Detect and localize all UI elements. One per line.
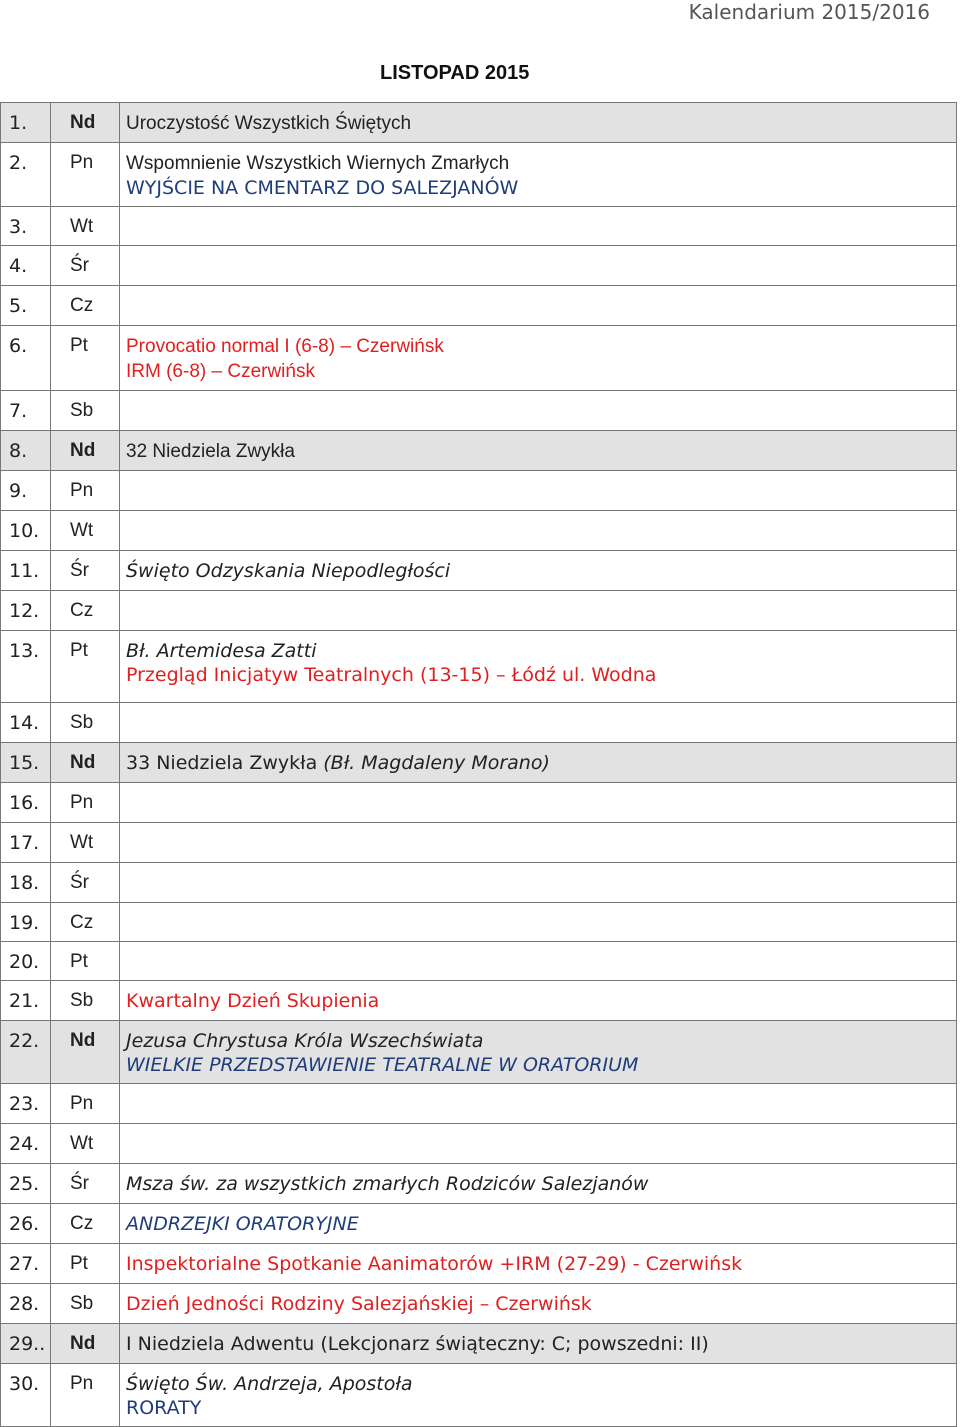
event-text: WYJŚCIE NA CMENTARZ DO SALEZJANÓW bbox=[126, 177, 519, 199]
weekday bbox=[51, 511, 120, 551]
calendar-row bbox=[1, 942, 957, 981]
weekday bbox=[51, 1021, 120, 1084]
weekday-text: Cz bbox=[70, 295, 94, 316]
weekday bbox=[51, 143, 120, 207]
day-number-text: 9. bbox=[9, 480, 28, 502]
calendar-row bbox=[1, 326, 957, 391]
weekday-text: Pn bbox=[70, 1373, 94, 1394]
event-text: Kwartalny Dzień Skupienia bbox=[126, 990, 380, 1012]
weekday bbox=[51, 981, 120, 1021]
day-number bbox=[1, 391, 51, 431]
events-cell bbox=[120, 1324, 957, 1364]
event-text: 32 Niedziela Zwykła bbox=[126, 441, 295, 462]
events-cell bbox=[120, 326, 957, 391]
calendar-row bbox=[1, 783, 957, 823]
calendar-row bbox=[1, 1364, 957, 1427]
day-number bbox=[1, 1244, 51, 1284]
weekday bbox=[51, 431, 120, 471]
weekday-text: Pn bbox=[70, 1093, 94, 1114]
day-number-text: 21. bbox=[9, 990, 40, 1012]
calendar-row bbox=[1, 591, 957, 631]
events-cell bbox=[120, 551, 957, 591]
document-header-title: Kalendarium 2015/2016 bbox=[688, 0, 930, 24]
event-text: Jezusa Chrystusa Króla Wszechświata bbox=[126, 1030, 484, 1052]
calendar-row bbox=[1, 981, 957, 1021]
day-number-text: 25. bbox=[9, 1173, 40, 1195]
day-number bbox=[1, 431, 51, 471]
day-number-text: 6. bbox=[9, 335, 28, 357]
weekday-text: Pt bbox=[70, 951, 88, 972]
weekday bbox=[51, 1364, 120, 1427]
day-number-text: 2. bbox=[9, 152, 28, 174]
events-cell bbox=[120, 703, 957, 743]
events-cell bbox=[120, 1164, 957, 1204]
day-number bbox=[1, 783, 51, 823]
day-number bbox=[1, 246, 51, 286]
events-cell bbox=[120, 431, 957, 471]
weekday-text: Wt bbox=[70, 832, 94, 853]
weekday-text: Śr bbox=[70, 1173, 89, 1194]
events-cell bbox=[120, 823, 957, 863]
day-number bbox=[1, 286, 51, 326]
day-number bbox=[1, 942, 51, 981]
calendar-row bbox=[1, 1084, 957, 1124]
weekday-text: Cz bbox=[70, 600, 94, 621]
weekday bbox=[51, 551, 120, 591]
weekday bbox=[51, 743, 120, 783]
day-number-text: 12. bbox=[9, 600, 40, 622]
events-cell bbox=[120, 103, 957, 143]
event-text: WIELKIE PRZEDSTAWIENIE TEATRALNE W ORATORIUM bbox=[126, 1054, 639, 1076]
event-text: (Bł. Magdaleny Morano) bbox=[317, 752, 550, 774]
event-text: Provocatio normal I (6-8) – Czerwińsk bbox=[126, 336, 444, 357]
day-number-text: 30. bbox=[9, 1373, 40, 1395]
event-text: Święto Odzyskania Niepodległości bbox=[126, 560, 451, 582]
events-cell bbox=[120, 631, 957, 703]
events-cell bbox=[120, 391, 957, 431]
calendar-row bbox=[1, 246, 957, 286]
day-number-text: 22. bbox=[9, 1030, 40, 1052]
event-text: Przegląd Inicjatyw Teatralnych (13-15) – Łódź ul. Wodna bbox=[126, 664, 657, 686]
events-cell bbox=[120, 942, 957, 981]
weekday bbox=[51, 1124, 120, 1164]
event-text: RORATY bbox=[126, 1397, 202, 1419]
calendar-row bbox=[1, 631, 957, 703]
weekday-text: Pn bbox=[70, 152, 94, 173]
event-text: 33 Niedziela Zwykła bbox=[126, 752, 318, 774]
events-cell bbox=[120, 207, 957, 246]
day-number-text: 29.. bbox=[9, 1333, 46, 1355]
weekday bbox=[51, 631, 120, 703]
day-number-text: 20. bbox=[9, 951, 40, 973]
weekday-text: Cz bbox=[70, 1213, 94, 1234]
events-cell bbox=[120, 246, 957, 286]
weekday-text: Cz bbox=[70, 912, 94, 933]
day-number bbox=[1, 981, 51, 1021]
weekday bbox=[51, 823, 120, 863]
calendar-row bbox=[1, 823, 957, 863]
day-number-text: 14. bbox=[9, 712, 40, 734]
weekday-text: Wt bbox=[70, 216, 94, 237]
day-number-text: 23. bbox=[9, 1093, 40, 1115]
events-cell bbox=[120, 1204, 957, 1244]
events-cell bbox=[120, 743, 957, 783]
day-number bbox=[1, 143, 51, 207]
weekday-text: Sb bbox=[70, 1293, 94, 1314]
weekday-text: Nd bbox=[70, 1333, 96, 1354]
events-cell bbox=[120, 1021, 957, 1084]
weekday bbox=[51, 103, 120, 143]
event-text: Uroczystość Wszystkich Świętych bbox=[126, 113, 412, 134]
day-number bbox=[1, 1021, 51, 1084]
weekday-text: Wt bbox=[70, 1133, 94, 1154]
weekday bbox=[51, 1324, 120, 1364]
weekday bbox=[51, 391, 120, 431]
day-number bbox=[1, 207, 51, 246]
day-number bbox=[1, 703, 51, 743]
weekday bbox=[51, 942, 120, 981]
weekday-text: Śr bbox=[70, 255, 89, 276]
calendar-row bbox=[1, 1324, 957, 1364]
weekday bbox=[51, 1244, 120, 1284]
month-title: LISTOPAD 2015 bbox=[380, 62, 530, 84]
weekday-text: Sb bbox=[70, 712, 94, 733]
calendar-row bbox=[1, 743, 957, 783]
calendar-row bbox=[1, 207, 957, 246]
weekday-text: Nd bbox=[70, 752, 96, 773]
day-number-text: 7. bbox=[9, 400, 28, 422]
calendar-row bbox=[1, 1244, 957, 1284]
weekday-text: Pt bbox=[70, 1253, 88, 1274]
events-cell bbox=[120, 783, 957, 823]
weekday bbox=[51, 246, 120, 286]
calendar-row bbox=[1, 863, 957, 903]
calendar-row bbox=[1, 551, 957, 591]
calendar-row bbox=[1, 703, 957, 743]
weekday bbox=[51, 1284, 120, 1324]
weekday bbox=[51, 207, 120, 246]
events-cell bbox=[120, 903, 957, 942]
day-number bbox=[1, 1364, 51, 1427]
events-cell bbox=[120, 1124, 957, 1164]
events-cell bbox=[120, 1364, 957, 1427]
day-number-text: 18. bbox=[9, 872, 40, 894]
event-text: I Niedziela Adwentu (Lekcjonarz świąteczny: C; powszedni: II) bbox=[126, 1333, 709, 1355]
weekday bbox=[51, 1164, 120, 1204]
day-number bbox=[1, 1284, 51, 1324]
day-number bbox=[1, 1084, 51, 1124]
day-number-text: 3. bbox=[9, 216, 28, 238]
events-cell bbox=[120, 1084, 957, 1124]
events-cell bbox=[120, 591, 957, 631]
day-number bbox=[1, 591, 51, 631]
weekday-text: Sb bbox=[70, 400, 94, 421]
day-number bbox=[1, 1124, 51, 1164]
day-number-text: 27. bbox=[9, 1253, 40, 1275]
calendar-row bbox=[1, 103, 957, 143]
weekday bbox=[51, 783, 120, 823]
weekday bbox=[51, 863, 120, 903]
weekday-text: Pn bbox=[70, 480, 94, 501]
weekday-text: Wt bbox=[70, 520, 94, 541]
day-number bbox=[1, 103, 51, 143]
day-number bbox=[1, 903, 51, 942]
event-text: ANDRZEJKI ORATORYJNE bbox=[126, 1213, 359, 1235]
weekday bbox=[51, 903, 120, 942]
calendar-row bbox=[1, 511, 957, 551]
weekday-text: Nd bbox=[70, 440, 96, 461]
calendar-row bbox=[1, 1021, 957, 1084]
weekday-text: Sb bbox=[70, 990, 94, 1011]
event-text: Dzień Jedności Rodziny Salezjańskiej – Czerwińsk bbox=[126, 1293, 592, 1315]
calendar-row bbox=[1, 286, 957, 326]
day-number bbox=[1, 743, 51, 783]
day-number bbox=[1, 551, 51, 591]
day-number-text: 5. bbox=[9, 295, 28, 317]
day-number-text: 13. bbox=[9, 640, 40, 662]
day-number-text: 15. bbox=[9, 752, 40, 774]
day-number bbox=[1, 1324, 51, 1364]
day-number-text: 24. bbox=[9, 1133, 40, 1155]
event-text: Msza św. za wszystkich zmarłych Rodziców Salezjanów bbox=[126, 1173, 649, 1195]
weekday bbox=[51, 591, 120, 631]
day-number-text: 17. bbox=[9, 832, 40, 854]
day-number-text: 4. bbox=[9, 255, 28, 277]
event-text: Bł. Artemidesa Zatti bbox=[126, 640, 317, 662]
day-number-text: 16. bbox=[9, 792, 40, 814]
weekday bbox=[51, 471, 120, 511]
calendar-row bbox=[1, 143, 957, 207]
weekday bbox=[51, 326, 120, 391]
day-number-text: 26. bbox=[9, 1213, 40, 1235]
day-number bbox=[1, 471, 51, 511]
day-number bbox=[1, 511, 51, 551]
events-cell bbox=[120, 1244, 957, 1284]
events-cell bbox=[120, 1284, 957, 1324]
weekday-text: Nd bbox=[70, 1030, 96, 1051]
event-text: Wspomnienie Wszystkich Wiernych Zmarłych bbox=[126, 153, 510, 174]
day-number bbox=[1, 631, 51, 703]
events-cell bbox=[120, 143, 957, 207]
weekday-text: Pt bbox=[70, 640, 88, 661]
weekday bbox=[51, 1084, 120, 1124]
weekday bbox=[51, 286, 120, 326]
calendar-row bbox=[1, 903, 957, 942]
event-text: IRM (6-8) – Czerwińsk bbox=[126, 361, 315, 382]
day-number bbox=[1, 863, 51, 903]
day-number bbox=[1, 823, 51, 863]
weekday-text: Śr bbox=[70, 872, 89, 893]
day-number-text: 1. bbox=[9, 112, 28, 134]
weekday bbox=[51, 1204, 120, 1244]
calendar-row bbox=[1, 1204, 957, 1244]
events-cell bbox=[120, 981, 957, 1021]
day-number-text: 11. bbox=[9, 560, 40, 582]
day-number bbox=[1, 1204, 51, 1244]
calendar-row bbox=[1, 1124, 957, 1164]
weekday-text: Pn bbox=[70, 792, 94, 813]
calendar-row bbox=[1, 1164, 957, 1204]
day-number-text: 19. bbox=[9, 912, 40, 934]
day-number-text: 8. bbox=[9, 440, 28, 462]
weekday-text: Pt bbox=[70, 335, 88, 356]
calendar-row bbox=[1, 471, 957, 511]
day-number bbox=[1, 326, 51, 391]
calendar-table bbox=[0, 102, 957, 1427]
day-number-text: 10. bbox=[9, 520, 40, 542]
day-number-text: 28. bbox=[9, 1293, 40, 1315]
events-cell bbox=[120, 511, 957, 551]
weekday-text: Nd bbox=[70, 112, 96, 133]
calendar-row bbox=[1, 431, 957, 471]
events-cell bbox=[120, 286, 957, 326]
events-cell bbox=[120, 471, 957, 511]
weekday-text: Śr bbox=[70, 560, 89, 581]
calendar-row bbox=[1, 391, 957, 431]
event-text: Inspektorialne Spotkanie Aanimatorów +IRM (27-29) - Czerwińsk bbox=[126, 1253, 743, 1275]
day-number bbox=[1, 1164, 51, 1204]
calendar-row bbox=[1, 1284, 957, 1324]
weekday bbox=[51, 703, 120, 743]
event-text: Święto Św. Andrzeja, Apostoła bbox=[126, 1373, 413, 1395]
events-cell bbox=[120, 863, 957, 903]
